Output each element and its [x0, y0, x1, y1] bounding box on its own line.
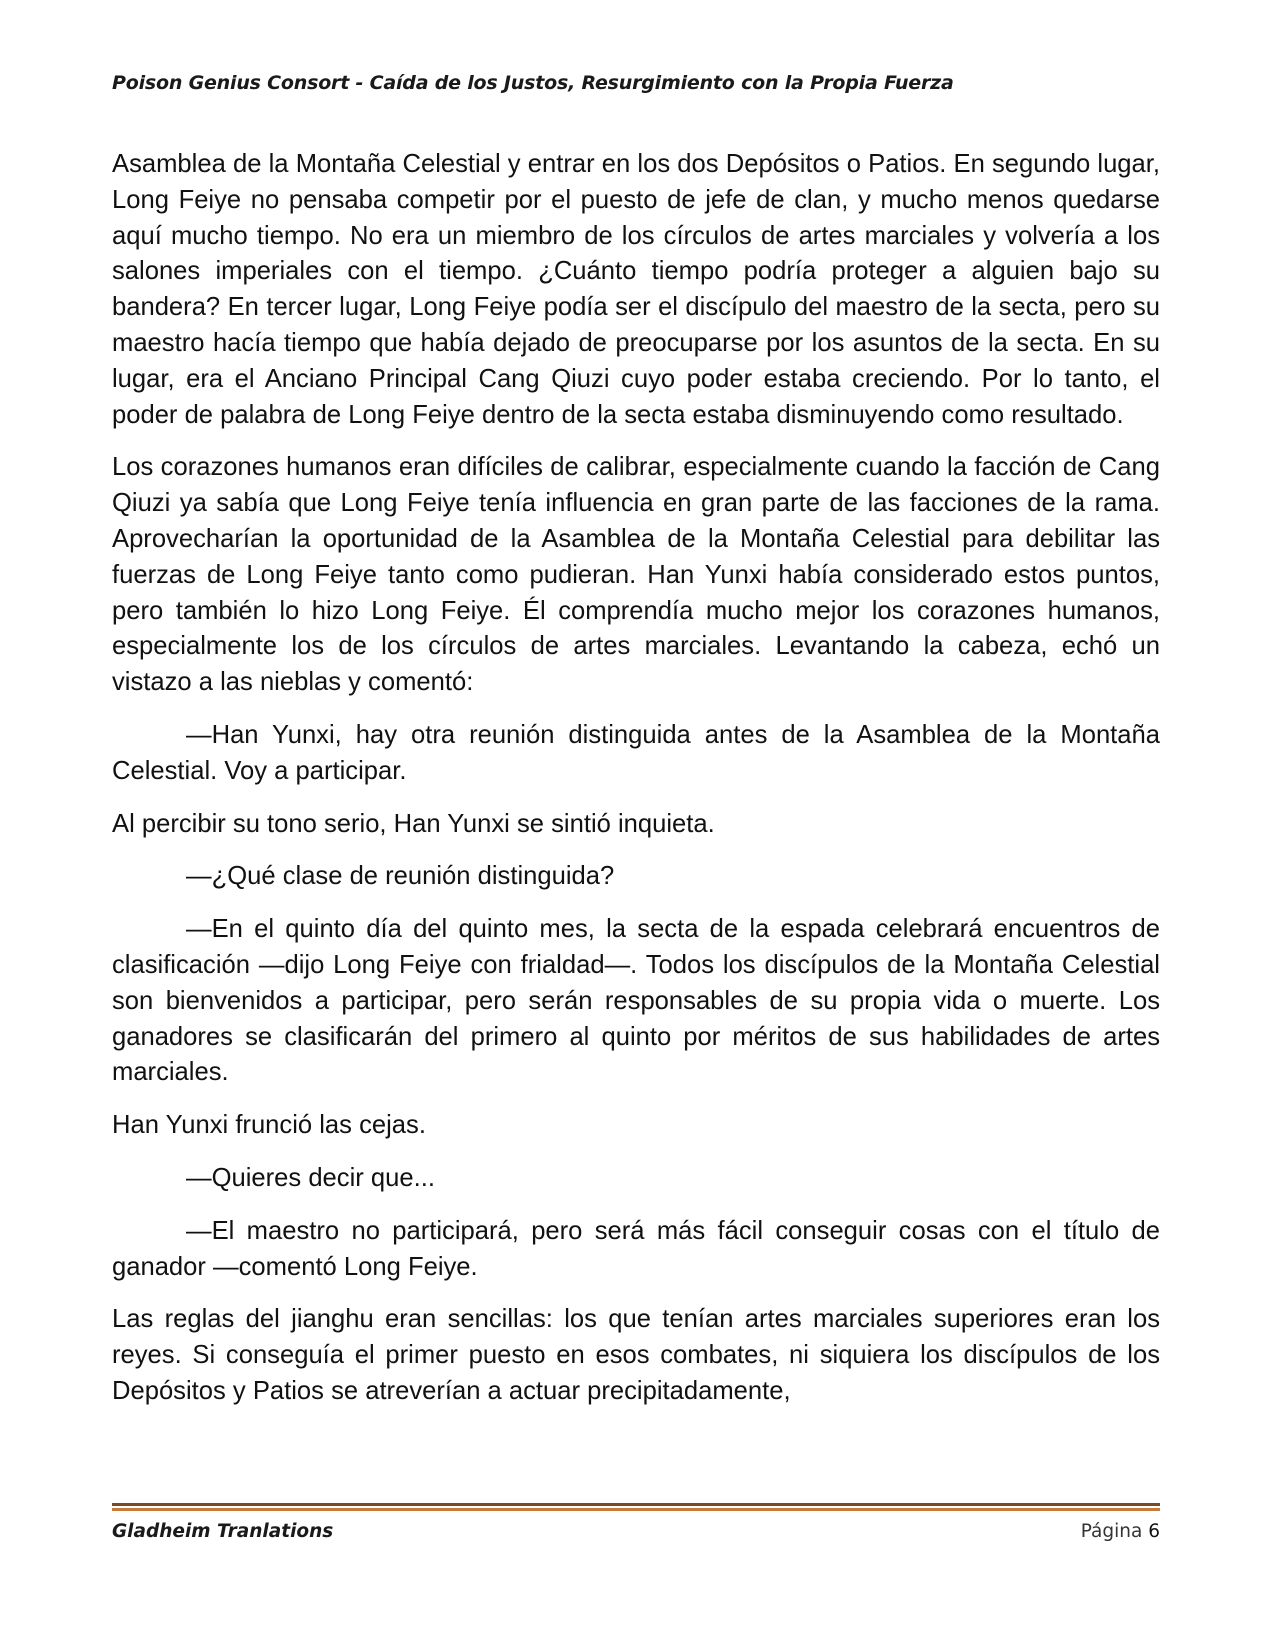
- paragraph: Las reglas del jianghu eran sencillas: los que tenían artes marciales superiores eran los reyes. Si conseguía el primer puesto en esos combates, ni siquiera los discípulos de los Depósitos y Patios se atreverían a actuar precipitadamente,: [112, 1305, 1160, 1405]
- page-number-value: 6: [1148, 1521, 1160, 1542]
- document-body: [112, 147, 1160, 1427]
- page-header-title: Poison Genius Consort - Caída de los Justos, Resurgimiento con la Propia Fuerza: [112, 72, 954, 94]
- paragraph: Asamblea de la Montaña Celestial y entrar en los dos Depósitos o Patios. En segundo lugar, Long Feiye no pensaba competir por el puesto de jefe de clan, y mucho menos quedarse aquí mucho tiempo. No era un miembro de los círculos de artes marciales y volvería a los salones imperiales con el tiempo. ¿Cuánto tiempo podría proteger a alguien bajo su bandera? En tercer lugar, Long Feiye podía ser el discípulo del maestro de la secta, pero su maestro hacía tiempo que había dejado de preocuparse por los asuntos de la secta. En su lugar, era el Anciano Principal Cang Qiuzi cuyo poder estaba creciendo. Por lo tanto, el poder de palabra de Long Feiye dentro de la secta estaba disminuyendo como resultado.: [112, 150, 1160, 429]
- dialogue-paragraph: —En el quinto día del quinto mes, la secta de la espada celebrará encuentros de clasificación —dijo Long Feiye con frialdad—. Todos los discípulos de la Montaña Celestial son bienvenidos a participar, pero serán responsables de su propia vida o muerte. Los ganadores se clasificarán del primero al quinto por méritos de sus habilidades de artes marciales.: [112, 915, 1160, 1087]
- page-label: Página: [1080, 1521, 1143, 1542]
- dialogue-paragraph: —Han Yunxi, hay otra reunión distinguida antes de la Asamblea de la Montaña Celestial. Voy a participar.: [112, 720, 1160, 785]
- paragraph: Han Yunxi frunció las cejas.: [112, 1111, 426, 1140]
- dialogue-paragraph: —Quieres decir que...: [186, 1163, 435, 1192]
- paragraph: Los corazones humanos eran difíciles de calibrar, especialmente cuando la facción de Cang Qiuzi ya sabía que Long Feiye tenía influencia en gran parte de las facciones de la rama. Aprovecharían la oportunidad de la Asamblea de la Montaña Celestial para debilitar las fuerzas de Long Feiye tanto como pudieran. Han Yunxi había considerado estos puntos, pero también lo hizo Long Feiye. Él comprendía mucho mejor los corazones humanos, especialmente los de los círculos de artes marciales. Levantando la cabeza, echó un vistazo a las nieblas y comentó:: [112, 453, 1160, 697]
- footer-translator-credit: Gladheim Tranlations: [112, 1521, 334, 1542]
- page-number: [1081, 1521, 1160, 1542]
- paragraph: Al percibir su tono serio, Han Yunxi se sintió inquieta.: [112, 809, 715, 838]
- footer-divider: [112, 1503, 1160, 1512]
- dialogue-paragraph: —¿Qué clase de reunión distinguida?: [186, 862, 615, 891]
- dialogue-paragraph: —El maestro no participará, pero será más fácil conseguir cosas con el título de ganador —comentó Long Feiye.: [112, 1216, 1160, 1281]
